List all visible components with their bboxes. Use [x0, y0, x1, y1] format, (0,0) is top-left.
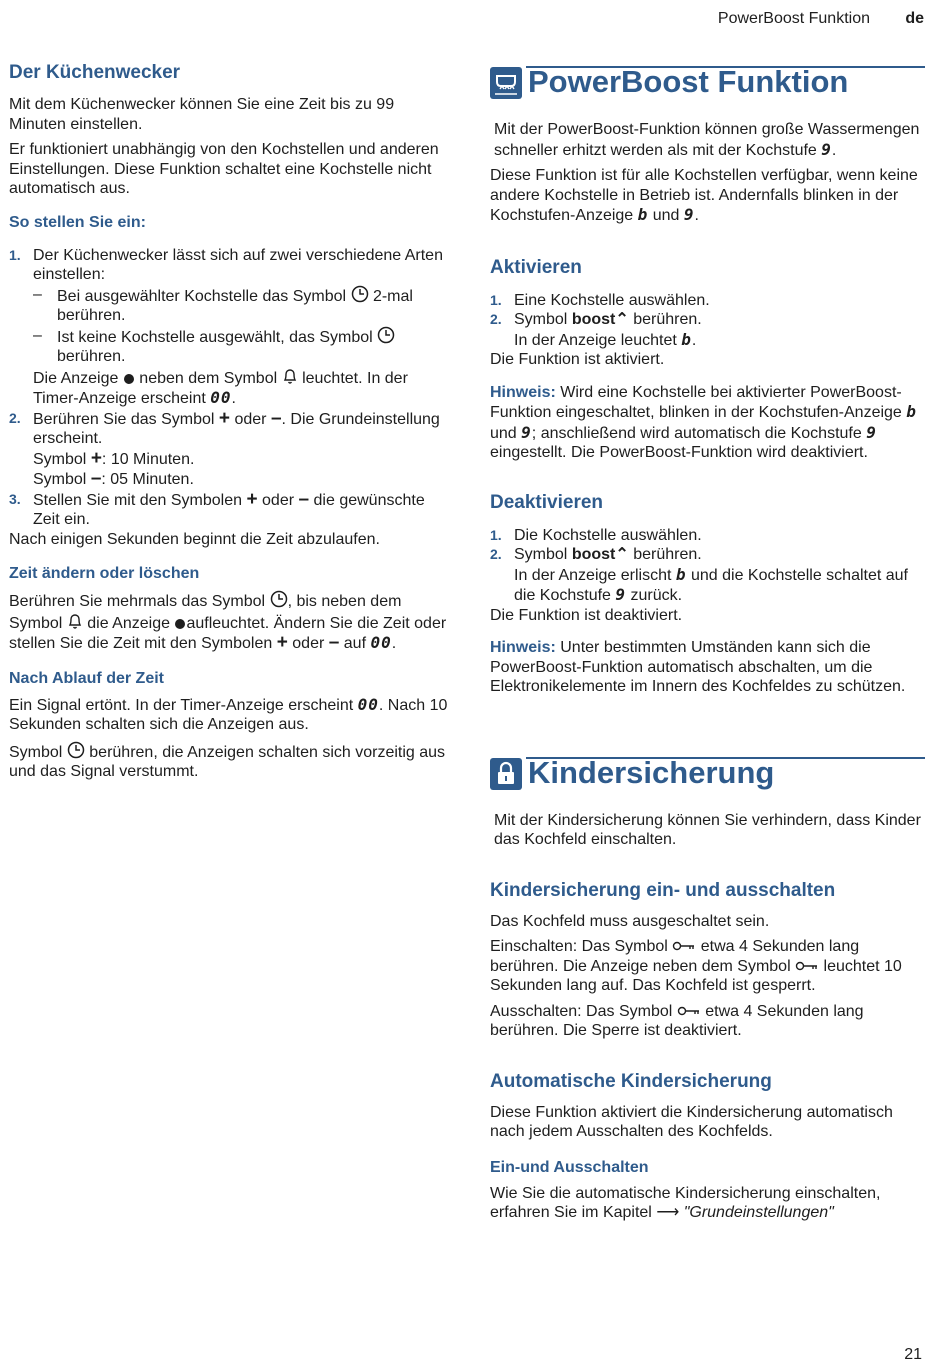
clock-icon — [351, 285, 369, 303]
paragraph: Die Funktion ist aktiviert. — [490, 351, 665, 368]
list-number: 3. — [9, 490, 21, 507]
list-item — [490, 526, 925, 546]
text: und — [652, 207, 680, 224]
clock-icon — [67, 741, 85, 759]
text: , bis neben dem Symbol — [9, 593, 402, 632]
text: Diese Funktion ist für alle Kochstellen verfügbar, wenn keine andere Kochstelle in Betrieb ist. Andernfalls blinken in der Kochstufen-Anzeige — [490, 167, 918, 224]
list-continuation — [490, 565, 925, 606]
list-item — [9, 246, 449, 285]
paragraph: Er funktioniert unabhängig von den Kochstellen und anderen Einstellungen. Diese Funktion schaltet eine Kochstelle nicht automatisch aus. — [9, 141, 439, 197]
plus-icon: + — [246, 488, 258, 510]
text: . Nach 10 Sekunden schalten sich die Anzeigen aus. — [9, 696, 448, 733]
paragraph: Berühren Sie mehrmals das Symbol , bis neben dem Symbol die Anzeige aufleuchtet. Ändern Sie die Zeit oder stellen Sie die Zeit mit den Symbolen + oder – auf 00. — [9, 590, 449, 654]
paragraph: Mit der Kindersicherung können Sie verhindern, dass Kinder das Kochfeld einschalten. — [494, 811, 921, 848]
segment-display-00: 00 — [370, 633, 392, 652]
activate-heading: Aktivieren — [490, 256, 582, 278]
text: Symbol — [514, 311, 568, 328]
paragraph: Mit dem Küchenwecker können Sie eine Zeit bis zu 99 Minuten einstellen. — [9, 96, 395, 133]
text: und die Kochstelle schaltet auf die Kochstufe — [514, 566, 908, 604]
header-language: de — [905, 10, 924, 27]
paragraph — [490, 937, 925, 996]
list-text: Der Küchenwecker lässt sich auf zwei verschiedene Arten einstellen: — [33, 246, 443, 283]
text: Berühren Sie mehrmals das Symbol — [9, 593, 266, 610]
key-icon — [795, 959, 819, 973]
text: ; anschließend wird automatisch die Kochstufe — [531, 424, 862, 442]
text: Ausschalten: Das Symbol — [490, 1002, 673, 1020]
text: berühren. — [57, 348, 126, 365]
list-item — [9, 326, 449, 367]
segment-display-b: b — [675, 564, 687, 584]
child-lock-heading — [490, 753, 925, 789]
segment-display-b: b — [681, 329, 692, 349]
dash: – — [33, 326, 42, 344]
text: . Die Grundeinstellung erscheint. — [33, 410, 440, 447]
list-number: 1. — [9, 246, 21, 263]
text: leuchtet. In der Timer-Anzeige erscheint — [33, 369, 408, 407]
plus-icon: + — [90, 447, 102, 469]
text: : 05 Minuten. — [101, 471, 194, 488]
subheading-set: So stellen Sie ein: — [9, 213, 146, 231]
paragraph — [9, 741, 449, 782]
page-number: 21 — [904, 1346, 922, 1363]
text: 2-mal berühren. — [57, 287, 413, 324]
text: Symbol — [9, 743, 63, 761]
list-item — [9, 285, 449, 326]
list-item — [490, 545, 925, 565]
key-icon — [677, 1004, 701, 1018]
on-off-subheading: Ein-und Ausschalten — [490, 1158, 649, 1176]
list-continuation: In der Anzeige leuchtet b. — [514, 329, 697, 349]
kitchen-timer-title: Der Küchenwecker — [9, 62, 181, 83]
page-header — [0, 9, 950, 31]
note-label: Hinweis: — [490, 639, 556, 656]
list-continuation — [9, 469, 449, 490]
paragraph: Die Funktion ist deaktiviert. — [490, 606, 683, 624]
indicator-dot-icon — [174, 616, 186, 630]
text: Mit der PowerBoost-Funktion können große Wassermengen schneller erhitzt werden als mit der Kochstufe — [494, 121, 920, 159]
text: berühren. — [633, 546, 702, 563]
paragraph — [490, 1184, 925, 1223]
powerboost-title: PowerBoost Funktion — [528, 64, 849, 99]
bell-icon — [282, 367, 298, 385]
text: Unter bestimmten Umständen kann sich die PowerBoost-Funktion automatisch abschalten, um die Elektronikelemente im Innern des Kochfeldes zu schützen. — [490, 639, 906, 695]
auto-child-lock-heading: Automatische Kindersicherung — [490, 1070, 772, 1092]
text: Symbol — [514, 546, 568, 563]
list-item — [490, 291, 925, 311]
text: oder — [292, 635, 325, 652]
text: Eine Kochstelle auswählen. — [514, 291, 710, 309]
dash: – — [33, 285, 42, 303]
right-column — [490, 62, 925, 1223]
text: Die Anzeige — [33, 369, 119, 387]
list-item — [9, 409, 449, 449]
list-number: 1. — [490, 291, 502, 308]
text: Wie Sie die automatische Kindersicherung einschalten, erfahren Sie im Kapitel — [490, 1184, 881, 1221]
clock-icon — [270, 590, 288, 608]
minus-icon: – — [270, 407, 282, 429]
text: aufleuchtet. Ändern Sie die Zeit oder stellen Sie die Zeit mit den Symbolen — [9, 614, 447, 652]
list-item — [490, 310, 925, 330]
text: In der Anzeige erlischt — [514, 566, 672, 584]
paragraph: Diese Funktion aktiviert die Kindersicherung automatisch nach jedem Ausschalten des Kochfelds. — [490, 1103, 893, 1140]
paragraph: Mit der PowerBoost-Funktion können große Wassermengen schneller erhitzt werden als mit der Kochstufe 9. — [494, 121, 920, 159]
paragraph: Nach einigen Sekunden beginnt die Zeit abzulaufen. — [9, 530, 380, 548]
text: Die Kochstelle auswählen. — [514, 526, 702, 544]
text: Stellen Sie mit den Symbolen — [33, 491, 242, 509]
subheading-change: Zeit ändern oder löschen — [9, 565, 200, 582]
segment-display-9: 9 — [821, 139, 832, 159]
minus-icon: – — [328, 632, 340, 653]
text: Berühren Sie das Symbol — [33, 410, 215, 428]
text: leuchtet 10 Sekunden lang auf. Das Kochfeld ist gesperrt. — [490, 957, 902, 994]
segment-display-9: 9 — [683, 205, 695, 224]
segment-display-9: 9 — [866, 422, 877, 442]
list-item — [9, 490, 449, 530]
text: eingestellt. Die PowerBoost-Funktion wird deaktiviert. — [490, 444, 868, 461]
powerboost-heading — [490, 62, 925, 98]
child-lock-toggle-heading: Kindersicherung ein- und ausschalten — [490, 879, 836, 901]
text: : 10 Minuten. — [101, 450, 195, 468]
paragraph — [9, 695, 449, 735]
paragraph: Diese Funktion ist für alle Kochstellen verfügbar, wenn keine andere Kochstelle in Betrieb ist. Andernfalls blinken in der Kochstufen-Anzeige b und 9. — [490, 167, 918, 224]
list-number: 1. — [490, 526, 502, 543]
segment-display-9: 9 — [521, 422, 532, 442]
text: Symbol — [33, 471, 87, 488]
bell-icon — [67, 612, 83, 630]
text: die gewünschte Zeit ein. — [33, 491, 425, 528]
segment-display-b: b — [637, 205, 649, 224]
list-number: 2. — [490, 311, 502, 327]
text: etwa 4 Sekunden lang berühren. Die Sperre ist deaktiviert. — [490, 1002, 864, 1039]
header-section-title: PowerBoost Funktion — [717, 10, 870, 27]
text: zurück. — [630, 587, 683, 604]
text: etwa 4 Sekunden lang berühren. Die Anzeige neben dem Symbol — [490, 938, 860, 975]
text: berühren. — [633, 311, 702, 328]
key-icon — [672, 939, 696, 953]
boost-symbol: boost — [571, 311, 616, 328]
text: Symbol — [33, 450, 87, 468]
boost-symbol: boost — [571, 546, 616, 563]
plus-icon: + — [276, 632, 288, 653]
text: berühren, die Anzeigen schalten sich vorzeitig aus und das Signal verstummt. — [9, 743, 446, 780]
text: auf — [343, 635, 367, 652]
note-label: Hinweis: — [490, 383, 556, 401]
list-continuation — [9, 449, 449, 470]
text: Ein Signal ertönt. In der Timer-Anzeige erscheint — [9, 696, 354, 714]
powerboost-icon — [490, 67, 522, 99]
deactivate-heading: Deaktivieren — [490, 491, 604, 513]
text: oder — [234, 410, 267, 428]
chapter-reference: "Grundeinstellungen" — [683, 1204, 834, 1221]
list-continuation: Die Anzeige neben dem Symbol leuchtet. In der Timer-Anzeige erscheint 00. — [9, 367, 449, 409]
text: Einschalten: Das Symbol — [490, 938, 668, 955]
text: oder — [262, 491, 295, 509]
text: Wird eine Kochstelle bei aktivierter PowerBoost-Funktion eingeschaltet, blinken in der Kochstufen-Anzeige — [490, 383, 902, 421]
clock-icon — [377, 326, 395, 344]
arrow-right-icon: ⟶ — [656, 1204, 680, 1221]
boost-chevron-icon: ⌃ — [615, 311, 629, 328]
minus-icon: – — [90, 468, 102, 489]
left-column — [9, 62, 449, 782]
text: und — [490, 424, 517, 442]
subheading-expire: Nach Ablauf der Zeit — [9, 669, 164, 687]
boost-chevron-icon: ⌃ — [615, 546, 629, 563]
paragraph — [490, 1002, 925, 1041]
segment-display-00: 00 — [357, 694, 379, 714]
note — [490, 638, 925, 697]
text: In der Anzeige leuchtet — [514, 331, 677, 349]
list-number: 2. — [9, 409, 21, 426]
plus-icon: + — [218, 407, 230, 429]
segment-display-9: 9 — [615, 585, 627, 604]
child-lock-title: Kindersicherung — [528, 754, 775, 790]
list-number: 2. — [490, 546, 502, 562]
note — [490, 383, 925, 463]
text: Bei ausgewählter Kochstelle das Symbol — [57, 287, 347, 305]
text: die Anzeige — [87, 614, 170, 632]
text: Ist keine Kochstelle ausgewählt, das Symbol — [57, 328, 373, 346]
segment-display-00: 00 — [210, 388, 232, 407]
indicator-dot-icon — [123, 371, 135, 385]
paragraph: Das Kochfeld muss ausgeschaltet sein. — [490, 912, 770, 930]
minus-icon: – — [298, 488, 310, 510]
lock-icon — [490, 758, 522, 790]
segment-display-b: b — [906, 402, 917, 421]
text: neben dem Symbol — [139, 369, 278, 387]
